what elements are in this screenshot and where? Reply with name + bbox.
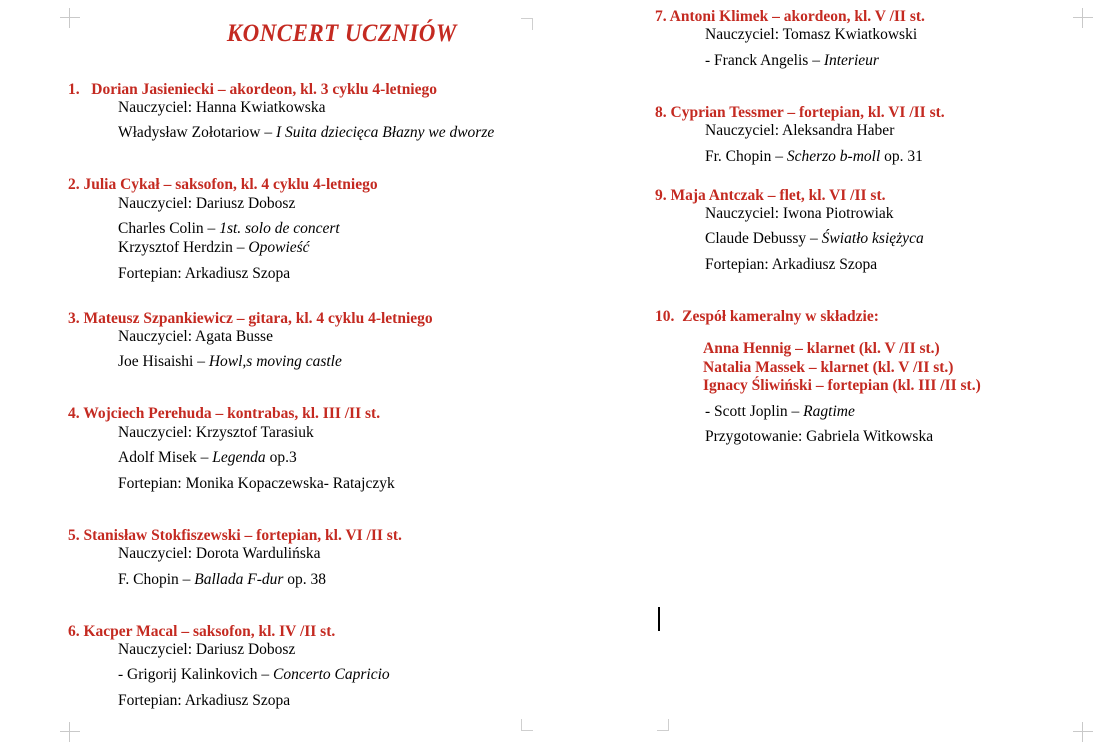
piece-composer: Krzysztof Herdzin – (118, 239, 249, 257)
piece-line (118, 124, 588, 143)
item-number: 4. (68, 405, 80, 423)
crop-mark-bottom-center-right (657, 719, 669, 731)
piece-line (705, 403, 1085, 422)
piece-work: Ballada F-dur (194, 570, 284, 588)
performer-heading (68, 81, 588, 99)
performer-heading (68, 176, 588, 194)
performer-name-instrument: Stanisław Stokfiszewski – fortepian, kl. VI /II st. (83, 526, 402, 544)
piece-line (118, 220, 588, 239)
piece-composer: F. Chopin – (118, 570, 195, 588)
program-item-4 (68, 405, 588, 493)
page-title: KONCERT UCZNIÓW (226, 20, 457, 47)
performer-heading (655, 187, 1085, 205)
ensemble-member: Ignacy Śliwiński – fortepian (kl. III /II st.) (703, 377, 981, 395)
registration-mark-bottom-right (1073, 722, 1093, 742)
program-item-3 (68, 310, 588, 373)
program-item-10-ensemble (655, 308, 1085, 447)
item-number: 1. (68, 80, 80, 98)
item-number: 8. (655, 103, 667, 121)
right-column (655, 8, 1085, 447)
piece-composer: - Scott Joplin – (705, 402, 804, 420)
piece-line (118, 666, 588, 685)
program-item-8 (655, 104, 1085, 167)
piece-line (118, 571, 588, 590)
item-number: 6. (68, 622, 80, 640)
performer-heading (655, 8, 1085, 26)
piece-composer: - Grigorij Kalinkovich – (118, 666, 273, 684)
program-item-9 (655, 187, 1085, 275)
piece-work: Concerto Capricio (272, 666, 390, 684)
piece-suffix: op.3 (265, 449, 297, 467)
program-item-2 (68, 176, 588, 283)
performer-heading (655, 104, 1085, 122)
performer-name-instrument: Maja Antczak – flet, kl. VI /II st. (670, 186, 886, 204)
item-number: 10. (655, 307, 675, 325)
registration-mark-bottom-left (60, 722, 80, 742)
program-item-7 (655, 8, 1085, 71)
performer-heading (68, 405, 588, 423)
piece-work: 1st. solo de concert (219, 220, 340, 238)
performer-heading (68, 527, 588, 545)
piece-line (118, 239, 588, 258)
text-cursor-caret[interactable] (658, 607, 660, 631)
accompanist-line: Fortepian: Arkadiusz Szopa (705, 256, 878, 274)
performer-heading (68, 623, 588, 641)
program-item-1 (68, 81, 588, 144)
piece-work: Legenda (212, 449, 266, 467)
teacher-line: Nauczyciel: Dariusz Dobosz (118, 194, 296, 212)
piece-work: Opowieść (248, 239, 310, 257)
accompanist-line: Fortepian: Arkadiusz Szopa (118, 692, 291, 710)
preparation-line: Przygotowanie: Gabriela Witkowska (705, 428, 934, 446)
item-number: 3. (68, 309, 80, 327)
performer-name-instrument: Antoni Klimek – akordeon, kl. V /II st. (669, 8, 925, 25)
piece-work: Interieur (823, 51, 879, 69)
teacher-line: Nauczyciel: Hanna Kwiatkowska (118, 98, 326, 116)
performer-name-instrument: Kacper Macal – saksofon, kl. IV /II st. (83, 622, 336, 640)
program-item-6 (68, 623, 588, 711)
performer-name-instrument: Mateusz Szpankiewicz – gitara, kl. 4 cyklu 4-letniego (83, 309, 433, 327)
performer-name-instrument: Cyprian Tessmer – fortepian, kl. VI /II st. (670, 103, 945, 121)
crop-mark-bottom-center-left (521, 719, 533, 731)
teacher-line: Nauczyciel: Tomasz Kwiatkowski (705, 26, 918, 44)
item-number: 2. (68, 176, 80, 194)
piece-work: Scherzo b-moll (786, 147, 881, 165)
performer-heading (68, 310, 588, 328)
performer-name-instrument: Julia Cykał – saksofon, kl. 4 cyklu 4-letniego (83, 176, 378, 194)
piece-line (118, 353, 588, 372)
teacher-line: Nauczyciel: Dariusz Dobosz (118, 640, 296, 658)
piece-suffix: op. 31 (880, 147, 923, 165)
accompanist-line: Fortepian: Arkadiusz Szopa (118, 264, 291, 282)
teacher-line: Nauczyciel: Dorota Wardulińska (118, 545, 321, 562)
teacher-line: Nauczyciel: Aleksandra Haber (705, 122, 895, 140)
performer-name-instrument: Dorian Jasieniecki – akordeon, kl. 3 cyklu 4-letniego (91, 80, 437, 98)
ensemble-title: Zespół kameralny w składzie: (682, 307, 879, 325)
piece-line (705, 230, 1085, 249)
piece-composer: Joe Hisaishi – (118, 353, 209, 371)
item-number: 5. (68, 526, 80, 544)
piece-work: I Suita dziecięca Błazny we dworze (275, 124, 495, 142)
teacher-line: Nauczyciel: Krzysztof Tarasiuk (118, 423, 314, 441)
piece-work: Światło księżyca (821, 230, 924, 248)
piece-suffix: op. 38 (283, 570, 327, 588)
piece-composer: Fr. Chopin – (705, 147, 787, 165)
ensemble-member: Natalia Massek – klarnet (kl. V /II st.) (703, 358, 954, 376)
piece-line (705, 52, 1085, 71)
piece-line (705, 148, 1085, 167)
left-column (68, 12, 588, 711)
item-number: 9. (655, 186, 667, 204)
piece-line (118, 449, 588, 468)
piece-composer: Władysław Zołotariow – (118, 124, 276, 142)
teacher-line: Nauczyciel: Iwona Piotrowiak (705, 204, 894, 222)
piece-composer: Charles Colin – (118, 220, 220, 238)
teacher-line: Nauczyciel: Agata Busse (118, 327, 273, 345)
piece-composer: Adolf Misek – (118, 449, 213, 467)
ensemble-heading (655, 308, 1085, 326)
accompanist-line: Fortepian: Monika Kopaczewska- Ratajczyk (118, 475, 395, 493)
piece-work: Ragtime (803, 402, 855, 420)
performer-name-instrument: Wojciech Perehuda – kontrabas, kl. III /II st. (83, 405, 381, 423)
ensemble-member: Anna Hennig – klarnet (kl. V /II st.) (703, 340, 940, 358)
piece-composer: - Franck Angelis – (705, 51, 824, 69)
piece-composer: Claude Debussy – (705, 230, 822, 248)
program-item-5 (68, 527, 588, 590)
piece-work: Howl,s moving castle (208, 353, 342, 371)
item-number: 7. (655, 8, 667, 25)
